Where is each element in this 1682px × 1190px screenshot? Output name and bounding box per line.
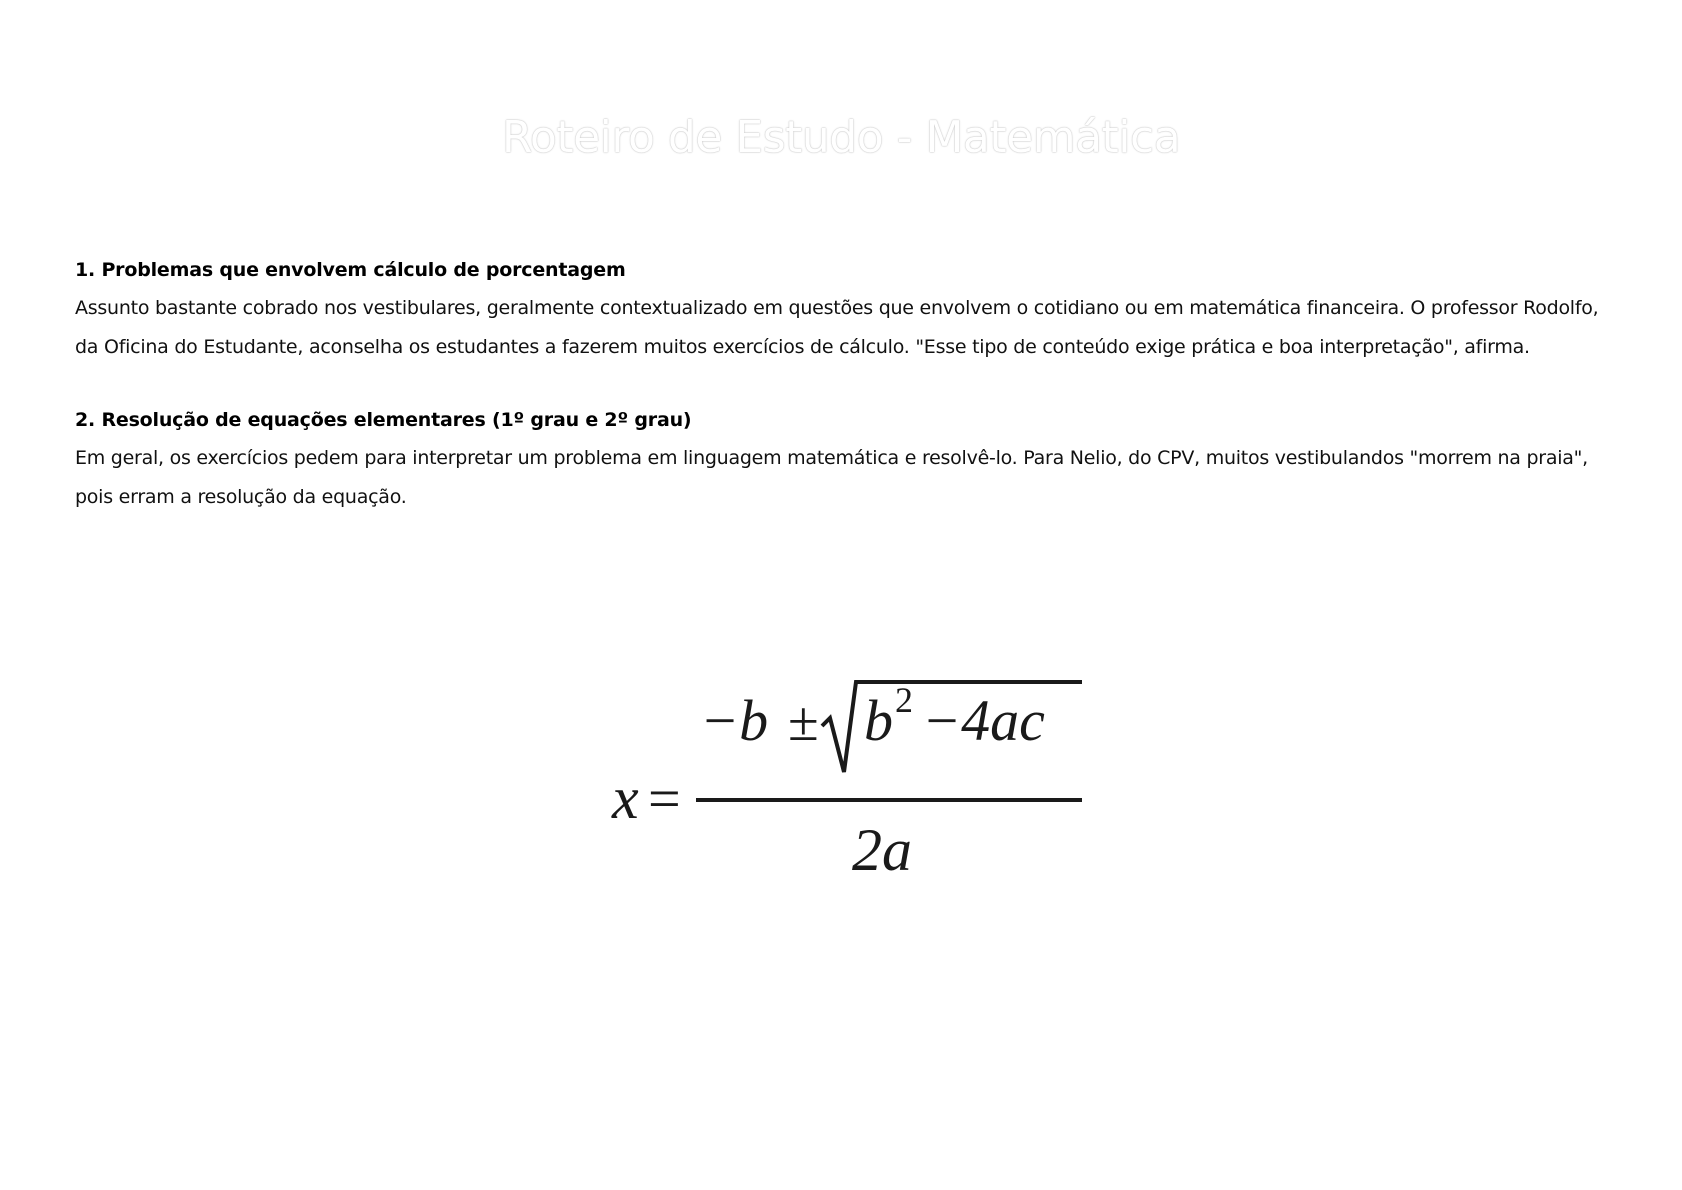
formula-plus-minus: ± — [788, 691, 819, 753]
section-paragraph: Em geral, os exercícios pedem para interpretar um problema em linguagem matemática e resolvê-lo. Para Nelio, do CPV, muitos vestibulandos "morrem na praia", pois erram a resolução da equação. — [75, 447, 1588, 508]
formula-equals: = — [648, 766, 681, 831]
section-percentage — [75, 255, 1615, 367]
section-equations — [75, 405, 1615, 517]
formula-radicand-b: b — [864, 688, 893, 753]
formula-radicand-rest: −4ac — [922, 688, 1045, 753]
page-title: Roteiro de Estudo - Matemática — [501, 112, 1181, 163]
quadratic-formula — [590, 660, 1110, 900]
section-heading: 1. Problemas que envolvem cálculo de porcentagem — [75, 259, 626, 281]
formula-exponent: 2 — [895, 680, 913, 720]
formula-neg-b: −b — [700, 688, 769, 753]
quadratic-formula-graphic — [590, 660, 1110, 900]
formula-lhs: x — [612, 765, 639, 831]
section-paragraph: Assunto bastante cobrado nos vestibulares, geralmente contextualizado em questões que envolvem o cotidiano ou em matemática financeira. O professor Rodolfo, da Oficina do Estudante, aconselha os estudantes a fazerem muitos exercícios de cálculo. "Esse tipo de conteúdo exige prática e boa interpretação", afirma. — [75, 297, 1599, 358]
formula-denominator: 2a — [852, 817, 912, 883]
document-body — [75, 255, 1615, 555]
section-heading: 2. Resolução de equações elementares (1º grau e 2º grau) — [75, 409, 692, 431]
